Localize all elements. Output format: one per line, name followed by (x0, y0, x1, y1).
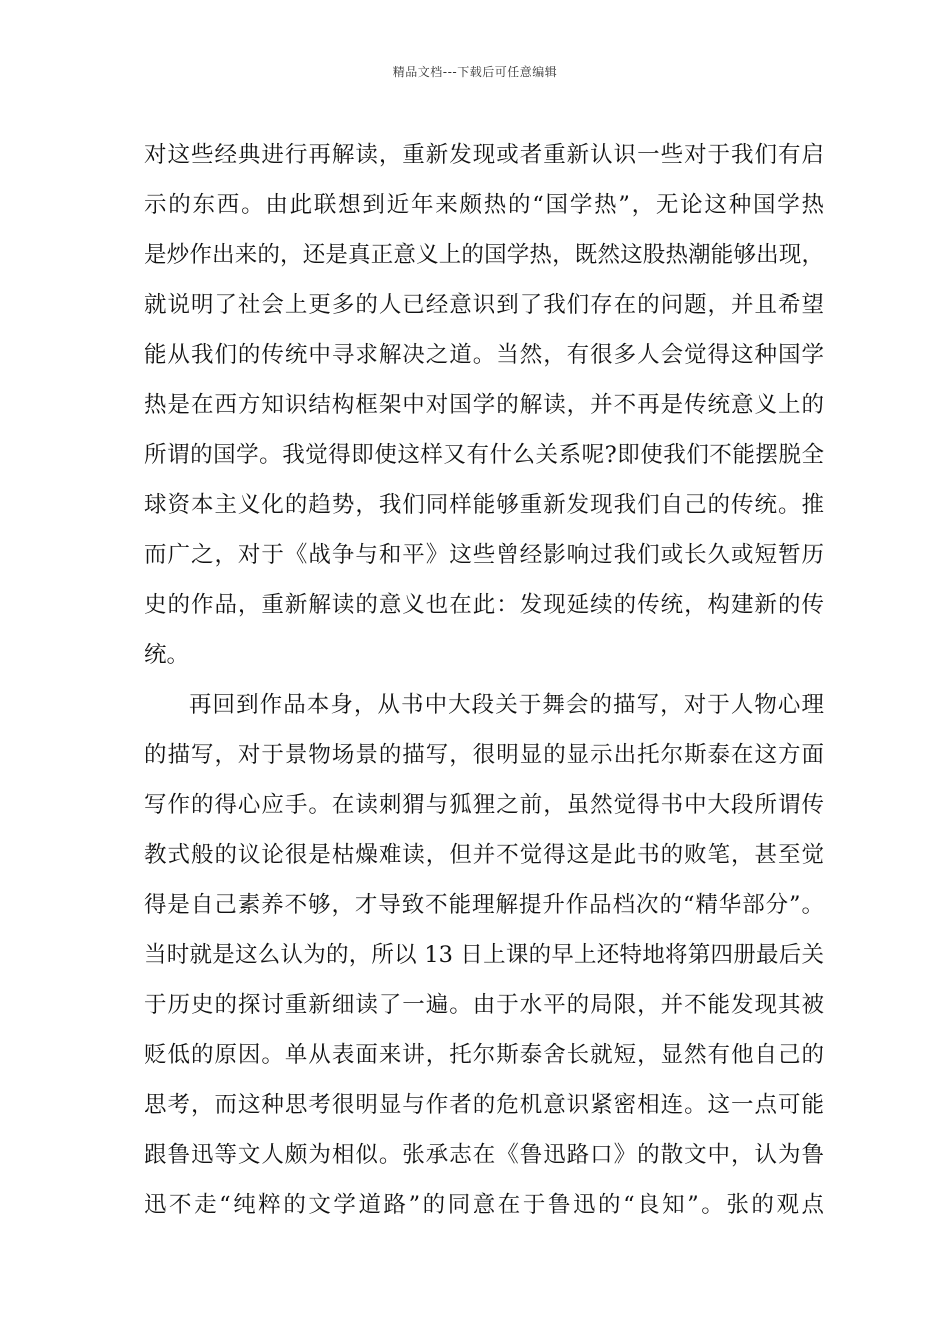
text-line: 热是在西方知识结构框架中对国学的解读，并不再是传统意义上的 (144, 392, 824, 418)
text-line: 示的东西。由此联想到近年来颇热的“国学热”，无论这种国学热 (144, 192, 824, 218)
paragraph-1 (144, 130, 824, 680)
text-line: 于历史的探讨重新细读了一遍。由于水平的局限，并不能发现其被 (144, 992, 824, 1018)
text-line: 而广之，对于《战争与和平》这些曾经影响过我们或长久或短暂历 (144, 542, 824, 568)
text-line: 对这些经典进行再解读，重新发现或者重新认识一些对于我们有启 (144, 142, 824, 168)
text-line: 能从我们的传统中寻求解决之道。当然，有很多人会觉得这种国学 (144, 342, 824, 368)
document-body (144, 130, 824, 1230)
text-line: 跟鲁迅等文人颇为相似。张承志在《鲁迅路口》的散文中，认为鲁 (144, 1142, 824, 1168)
text-line: 迅不走“纯粹的文学道路”的同意在于鲁迅的“良知”。张的观点 (144, 1192, 824, 1218)
paragraph-2 (144, 680, 824, 1230)
text-line: 是炒作出来的，还是真正意义上的国学热，既然这股热潮能够出现， (144, 242, 824, 268)
text-line: 贬低的原因。单从表面来讲，托尔斯泰舍长就短，显然有他自己的 (144, 1042, 824, 1068)
text-line: 教式般的议论很是枯燥难读，但并不觉得这是此书的败笔，甚至觉 (144, 842, 824, 868)
text-line: 再回到作品本身，从书中大段关于舞会的描写，对于人物心理 (189, 692, 824, 718)
text-line: 史的作品，重新解读的意义也在此：发现延续的传统，构建新的传 (144, 592, 824, 618)
text-line: 的描写，对于景物场景的描写，很明显的显示出托尔斯泰在这方面 (144, 742, 824, 768)
page-header: 精品文档---下载后可任意编辑 (392, 65, 558, 79)
text-line: 所谓的国学。我觉得即使这样又有什么关系呢?即使我们不能摆脱全 (144, 442, 824, 468)
text-line: 当时就是这么认为的，所以 13 日上课的早上还特地将第四册最后关 (144, 942, 824, 968)
text-line: 思考，而这种思考很明显与作者的危机意识紧密相连。这一点可能 (144, 1092, 824, 1118)
text-line: 写作的得心应手。在读刺猬与狐狸之前，虽然觉得书中大段所谓传 (144, 792, 824, 818)
text-line: 球资本主义化的趋势，我们同样能够重新发现我们自己的传统。推 (144, 492, 824, 518)
text-line: 统。 (144, 642, 190, 668)
text-line: 得是自己素养不够，才导致不能理解提升作品档次的“精华部分”。 (144, 892, 824, 918)
text-line: 就说明了社会上更多的人已经意识到了我们存在的问题，并且希望 (144, 292, 824, 318)
